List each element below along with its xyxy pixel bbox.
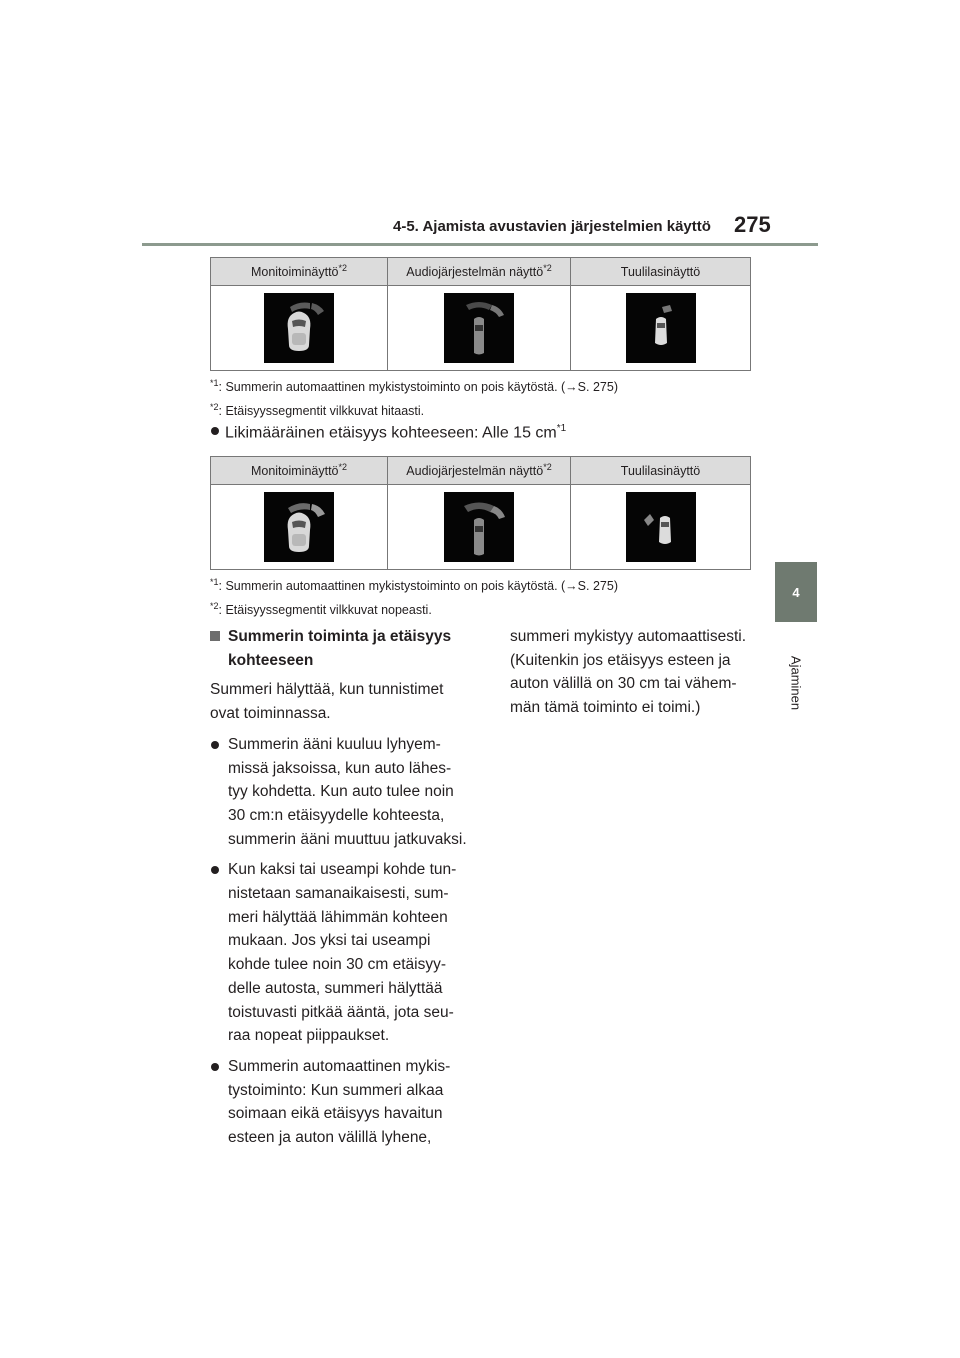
multi-display-image xyxy=(264,293,334,363)
header-rule xyxy=(142,243,818,246)
cell-audio-display xyxy=(388,286,571,371)
note-1b: $^{*2}$: Etäisyyssegmentit vilkkuvat hitaasti. xyxy=(210,402,425,419)
section-heading: Summerin toiminta ja etäisyys kohteeseen xyxy=(210,625,472,672)
cell-hud xyxy=(571,485,751,570)
cell-audio-display xyxy=(388,485,571,570)
bullet-item: Summerin automaattinen mykis- tystoiminto: Kun summeri alkaa soimaan eikä etäisyys havaitun esteen ja auton välillä lyhene, xyxy=(210,1055,472,1150)
multi-display-image xyxy=(264,492,334,562)
square-bullet-icon xyxy=(210,631,220,641)
continued-paragraph: summeri mykistyy automaattisesti. (Kuitenkin jos etäisyys esteen ja auton välillä on 30 cm tai vähem- män tämä toiminto ei toimi.) xyxy=(510,628,746,717)
chapter-label xyxy=(778,655,814,711)
header-multi-display: Monitoiminäyttö$^{*2}$ xyxy=(211,258,388,286)
display-table-slow xyxy=(210,257,751,371)
bullet-item: Kun kaksi tai useampi kohde tun- nistetaan samanaikaisesti, sum- meri hälyttää lähimmän kohteen mukaan. Jos yksi tai useampi kohde tulee noin 30 cm etäisyy- delle autosta, summeri hälyttää toistuvasti pitkää ääntä, jota seu- raa nopeat piippaukset. xyxy=(210,858,472,1048)
chapter-tab xyxy=(775,562,817,622)
body-left-column xyxy=(210,625,472,1157)
section-title: 4-5. Ajamista avustavien järjestelmien käyttö xyxy=(393,218,711,235)
page-number: 275 xyxy=(734,212,771,237)
header-hud: Tuulilasinäyttö xyxy=(571,457,751,485)
cell-hud xyxy=(571,286,751,371)
cell-multi-display xyxy=(211,485,388,570)
audio-display-image xyxy=(444,293,514,363)
header-audio-display: Audiojärjestelmän näyttö$^{*2}$ xyxy=(388,457,571,485)
cell-multi-display xyxy=(211,286,388,371)
bullet-dot-icon xyxy=(211,741,219,749)
note-1a: $^{*1}$: Summerin automaattinen mykistystoiminto on pois käytöstä. (→S. 275) xyxy=(210,378,618,395)
chapter-label-text: Ajaminen xyxy=(788,655,804,711)
intro-paragraph: Summeri hälyttää, kun tunnistimet ovat toiminnassa. xyxy=(210,681,444,723)
display-table-fast xyxy=(210,456,751,570)
note-2b: $^{*2}$: Etäisyyssegmentit vilkkuvat nopeasti. xyxy=(210,601,432,618)
hud-image xyxy=(626,293,696,363)
header-hud: Tuulilasinäyttö xyxy=(571,258,751,286)
distance-bullet: Likimääräinen etäisyys kohteeseen: Alle 15 $cm^{*1}$ xyxy=(210,423,566,442)
chapter-number: 4 xyxy=(792,584,800,600)
header-audio-display: Audiojärjestelmän näyttö$^{*2}$ xyxy=(388,258,571,286)
note-2a: $^{*1}$: Summerin automaattinen mykistystoiminto on pois käytöstä. (→S. 275) xyxy=(210,577,618,594)
bullet-dot-icon xyxy=(211,866,219,874)
bullet-dot-icon xyxy=(211,1063,219,1071)
audio-display-image xyxy=(444,492,514,562)
bullet-item: Summerin ääni kuuluu lyhyem- missä jaksoissa, kun auto lähes- tyy kohdetta. Kun auto tulee noin 30 cm:n etäisyydelle kohteesta, summerin ääni muuttuu jatkuvaksi. xyxy=(210,733,472,852)
hud-image xyxy=(626,492,696,562)
body-right-column xyxy=(510,625,755,720)
header-multi-display: Monitoiminäyttö$^{*2}$ xyxy=(211,457,388,485)
